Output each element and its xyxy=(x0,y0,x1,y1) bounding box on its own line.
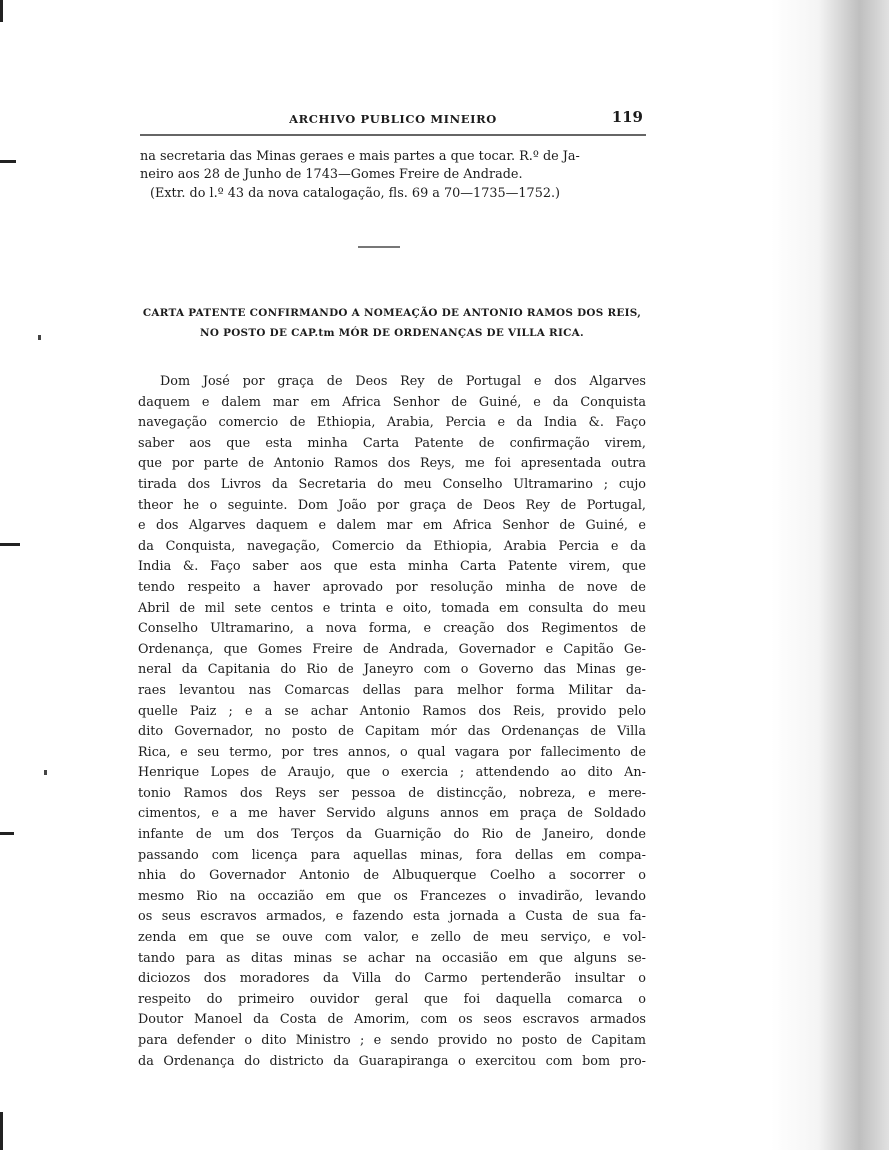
body-line: Henrique Lopes de Araujo, que o exercia ; attendendo ao dito An- xyxy=(138,765,646,781)
body-line: navegação comercio de Ethiopia, Arabia, Percia e da India &. Faço xyxy=(138,415,646,431)
running-header xyxy=(140,108,646,136)
scan-edge-mark xyxy=(0,160,16,163)
running-title: ARCHIVO PUBLICO MINEIRO xyxy=(289,112,497,126)
body-line: cimentos, e a me haver Servido alguns annos em praça de Soldado xyxy=(138,806,646,822)
body-line: mesmo Rio na occazião em que os Francezes o invadirão, levando xyxy=(138,888,646,904)
body-line: Ordenança, que Gomes Freire de Andrada, Governador e Capitão Ge- xyxy=(138,641,646,657)
body-line: tonio Ramos dos Reys ser pessoa de distincção, nobreza, e mere- xyxy=(138,785,646,801)
body-line: infante de um dos Terços da Guarnição do Rio de Janeiro, donde xyxy=(138,827,646,843)
body-line: respeito do primeiro ouvidor geral que foi daquella comarca o xyxy=(138,991,646,1007)
body-line: para defender o dito Ministro ; e sendo provido no posto de Capitam xyxy=(138,1033,646,1048)
body-line: neral da Capitania do Rio de Janeyro com o Governo das Minas ge- xyxy=(138,662,646,678)
body-line: tendo respeito a haver aprovado por resolução minha de nove de xyxy=(138,579,646,595)
text-line: neiro aos 28 de Junho de 1743—Gomes Freire de Andrade. xyxy=(140,167,523,183)
scan-speck xyxy=(38,335,41,340)
body-line: theor he o seguinte. Dom João por graça de Deos Rey de Portugal, xyxy=(138,497,646,513)
body-line: os seus escravos armados, e fazendo esta jornada a Custa de sua fa- xyxy=(138,909,646,925)
body-line: diciozos dos moradores da Villa do Carmo pertenderão insultar o xyxy=(138,971,646,987)
scan-edge-mark xyxy=(0,0,3,22)
body-line: raes levantou nas Comarcas dellas para melhor forma Militar da- xyxy=(138,682,646,698)
body-line: passando com licença para aquellas minas, fora dellas em compa- xyxy=(138,847,646,863)
body-line: tirada dos Livros da Secretaria do meu Conselho Ultramarino ; cujo xyxy=(138,476,646,492)
document-title xyxy=(136,303,648,343)
body-line: zenda em que se ouve com valor, e zello de meu serviço, e vol- xyxy=(138,930,646,946)
title-line: NO POSTO DE CAP.tm MÓR DE ORDENANÇAS DE VILLA RICA. xyxy=(200,327,584,339)
body-line: quelle Paiz ; e a se achar Antonio Ramos dos Reis, provido pelo xyxy=(138,703,646,719)
scan-edge-mark xyxy=(0,543,20,546)
body-line: que por parte de Antonio Ramos dos Reys, me foi apresentada outra xyxy=(138,456,646,472)
body-line: Conselho Ultramarino, a nova forma, e creação dos Regimentos de xyxy=(138,621,646,637)
section-separator xyxy=(358,246,400,248)
body-line: daquem e dalem mar em Africa Senhor de Guiné, e da Conquista xyxy=(138,394,646,410)
previous-document-ending xyxy=(140,148,646,203)
body-line: Rica, e seu termo, por tres annos, o qual vagara por fallecimento de xyxy=(138,744,646,760)
body-line: da Ordenança do districto da Guarapiranga o exercitou com bom pro- xyxy=(138,1053,646,1069)
page-binding-shadow xyxy=(771,0,889,1150)
scan-edge-mark xyxy=(0,832,14,835)
text-line: na secretaria das Minas geraes e mais partes a que tocar. R.º de Ja- xyxy=(140,149,580,164)
body-line: Abril de mil sete centos e trinta e oito, tomada em consulta do meu xyxy=(138,600,646,616)
body-line: e dos Algarves daquem e dalem mar em Africa Senhor de Guiné, e xyxy=(138,518,646,534)
body-line: da Conquista, navegação, Comercio da Ethiopia, Arabia Percia e da xyxy=(138,538,646,554)
page-number: 119 xyxy=(611,108,643,126)
title-line: CARTA PATENTE CONFIRMANDO A NOMEAÇÃO DE ANTONIO RAMOS DOS REIS, xyxy=(142,307,642,319)
body-line: nhia do Governador Antonio de Albuquerque Coelho a socorrer o xyxy=(138,868,646,884)
document-body xyxy=(138,372,646,1072)
body-line: Dom José por graça de Deos Rey de Portugal e dos Algarves xyxy=(160,374,646,389)
scan-speck xyxy=(44,770,47,775)
scan-edge-mark xyxy=(0,1112,3,1150)
body-line: India &. Faço saber aos que esta minha Carta Patente virem, que xyxy=(138,559,646,575)
body-line: dito Governador, no posto de Capitam mór das Ordenanças de Villa xyxy=(138,724,646,740)
body-line: saber aos que esta minha Carta Patente de confirmação virem, xyxy=(138,435,646,451)
body-line: Doutor Manoel da Costa de Amorim, com os seos escravos armados xyxy=(138,1012,646,1028)
body-line: tando para as ditas minas se achar na occasião em que alguns se- xyxy=(138,950,646,966)
source-citation: (Extr. do l.º 43 da nova catalogação, fls. 69 a 70—1735—1752.) xyxy=(150,185,561,201)
